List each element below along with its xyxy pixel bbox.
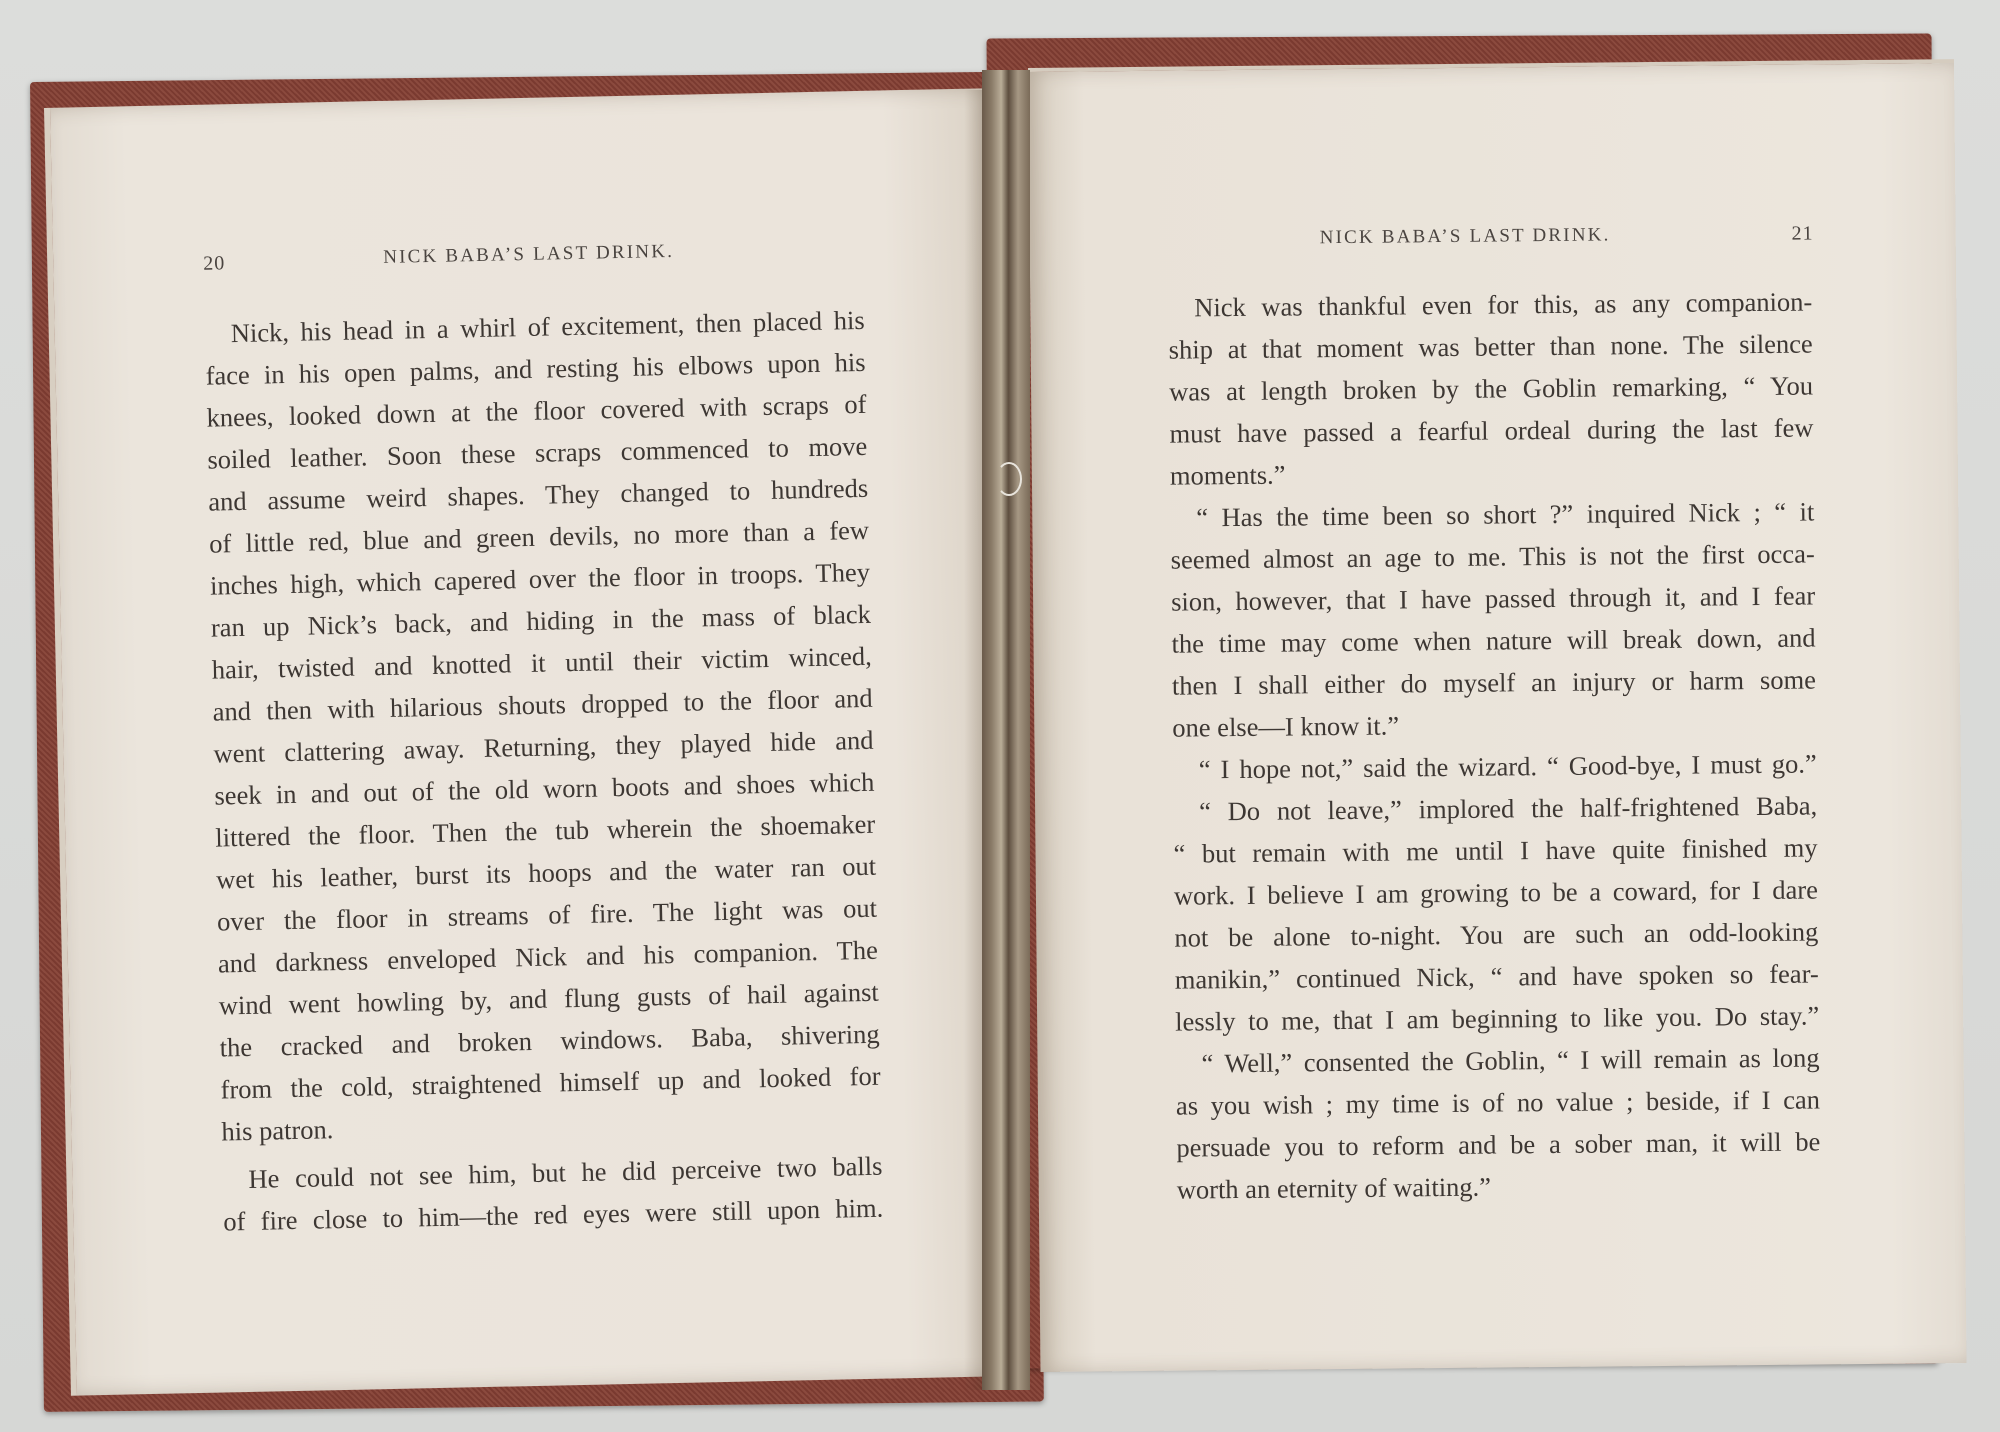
left-page-text [204, 299, 883, 1243]
right-page-text [1168, 280, 1821, 1210]
text-line: of fire close to him—the red eyes were still upon him. [223, 1192, 884, 1237]
text-line: persuade you to reform and be a sober man, it will be [1176, 1126, 1821, 1163]
book-spine-gutter [982, 70, 1030, 1390]
right-page-number: 21 [1791, 222, 1814, 245]
right-page [1028, 59, 1966, 1372]
text-line: littered the floor. Then the tub wherein the shoemaker [215, 808, 876, 853]
text-line: seemed almost an age to me. This is not the first occa- [1170, 538, 1815, 575]
text-line: Nick, his head in a whirl of excitement, then placed his [230, 304, 865, 349]
text-line: over the floor in streams of fire. The light was out [216, 892, 878, 937]
text-line: from the cold, straightened himself up and looked for [220, 1060, 881, 1105]
text-line: soiled leather. Soon these scraps commenced to move [207, 430, 868, 475]
text-line: “ I hope not,” said the wizard. “ Good-bye, I must go.” [1198, 748, 1817, 785]
text-line: seek in and out of the old worn boots and shoes which [214, 766, 875, 811]
text-line: “ but remain with me until I have quite finished my [1173, 832, 1818, 869]
left-page-number: 20 [203, 252, 226, 275]
text-line: the time may come when nature will break down, and [1171, 622, 1816, 659]
text-line: was at length broken by the Goblin remarking, “ You [1168, 370, 1814, 407]
text-line: his patron. [221, 1114, 334, 1147]
text-line: “ Has the time been so short ?” inquired Nick ; “ it [1196, 496, 1815, 533]
text-line: went clattering away. Returning, they played hide and [213, 724, 874, 769]
text-line: sion, however, that I have passed through it, and I fear [1170, 580, 1816, 617]
text-line: wet his leather, burst its hoops and the water ran out [215, 850, 877, 895]
text-line: wind went howling by, and flung gusts of hail against [218, 976, 880, 1021]
text-line: He could not see him, but he did perceive two balls [248, 1150, 883, 1194]
right-running-header: NICK BABA’S LAST DRINK. [1319, 224, 1611, 249]
text-line: face in his open palms, and resting his elbows upon his [205, 346, 866, 391]
text-line: one else—I know it.” [1172, 710, 1400, 743]
text-line: inches high, which capered over the floor in troops. They [209, 556, 871, 601]
text-line: manikin,” continued Nick, “ and have spoken so fear- [1174, 958, 1819, 995]
left-running-header: NICK BABA’S LAST DRINK. [382, 240, 675, 268]
text-line: must have passed a fearful ordeal during the last few [1169, 412, 1814, 449]
text-line: work. I believe I am growing to be a coward, for I dare [1173, 874, 1819, 911]
text-line: “ Do not leave,” implored the half-frightened Baba, [1198, 790, 1818, 827]
text-line: Nick was thankful even for this, as any companion- [1194, 286, 1813, 323]
text-line: “ Well,” consented the Goblin, “ I will remain as long [1201, 1042, 1820, 1079]
text-line: then I shall either do myself an injury or harm some [1171, 664, 1817, 701]
text-line: knees, looked down at the floor covered with scraps of [206, 388, 867, 433]
text-line: of little red, blue and green devils, no more than a few [208, 514, 870, 559]
text-line: as you wish ; my time is of no value ; beside, if I can [1175, 1084, 1821, 1121]
text-line: not be alone to-night. You are such an odd-looking [1174, 916, 1819, 953]
text-line: ship at that moment was better than none. The silence [1168, 328, 1813, 365]
text-line: the cracked and broken windows. Baba, shivering [219, 1018, 880, 1063]
text-line: lessly to me, that I am beginning to like you. Do stay.” [1175, 1000, 1820, 1037]
text-line: and darkness enveloped Nick and his companion. The [217, 934, 879, 979]
text-line: hair, twisted and knotted it until their victim winced, [211, 640, 872, 685]
text-line: worth an eternity of waiting.” [1176, 1171, 1492, 1205]
text-line: ran up Nick’s back, and hiding in the mass of black [210, 598, 872, 643]
left-page [44, 88, 1023, 1396]
text-line: and assume weird shapes. They changed to hundreds [207, 472, 869, 517]
text-line: and then with hilarious shouts dropped to the floor and [212, 682, 873, 727]
text-line: moments.” [1169, 459, 1286, 491]
binding-thread [996, 462, 1022, 496]
